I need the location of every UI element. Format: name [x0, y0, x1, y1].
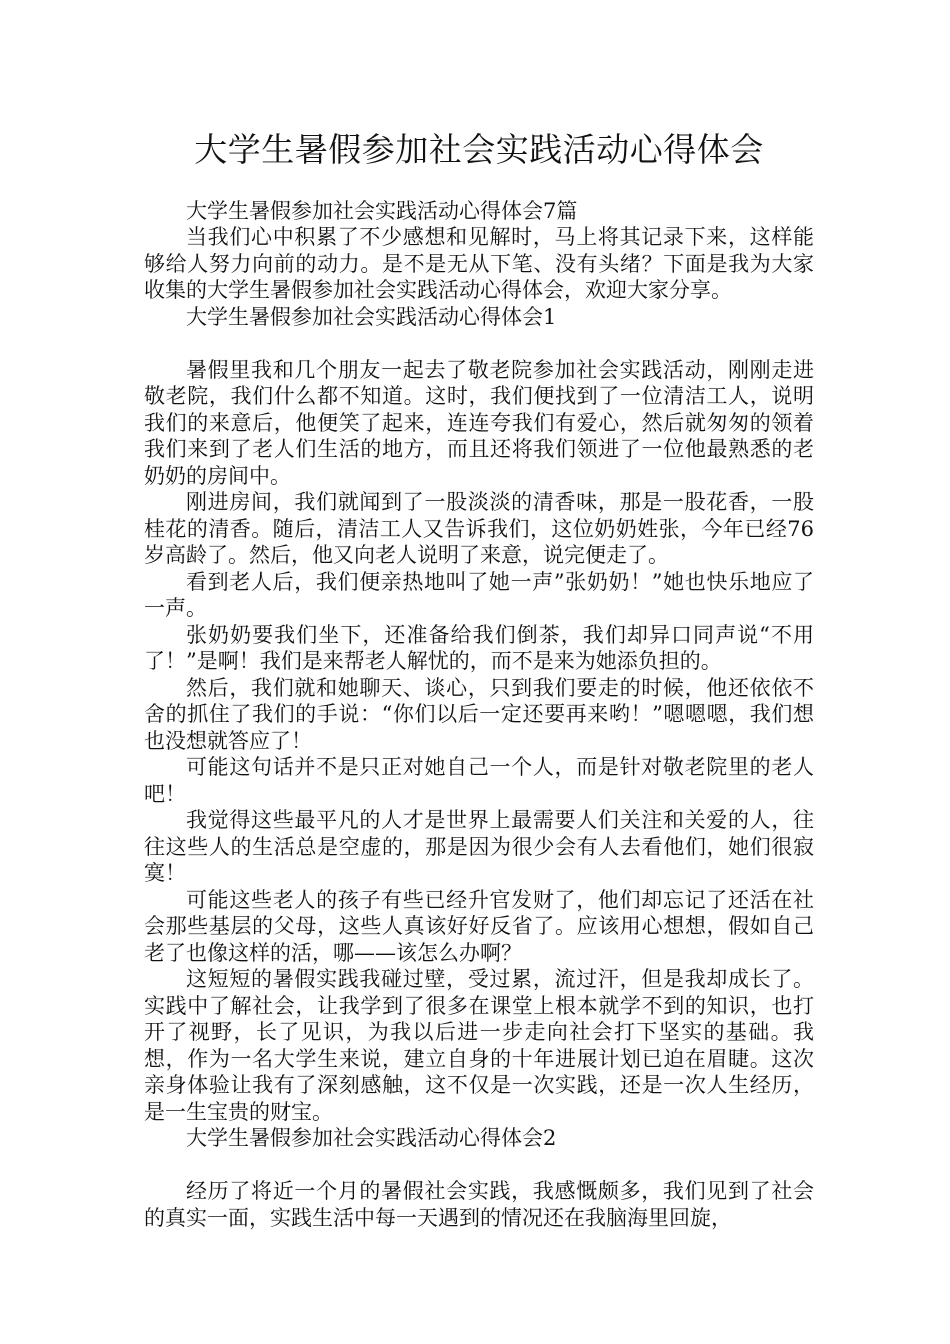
intro-paragraph: 当我们心中积累了不少感想和见解时，马上将其记录下来，这样能够给人努力向前的动力。是不是无从下笔、没有头绪？下面是我为大家收集的大学生暑假参加社会实践活动心得体会，欢迎大家分享。	[144, 225, 814, 303]
section-heading-2: 大学生暑假参加社会实践活动心得体会2	[186, 1126, 557, 1151]
paragraph: 然后，我们就和她聊天、谈心，只到我们要走的时候，他还依依不舍的抓住了我们的手说：“你们以后一定还要再来哟！”嗯嗯嗯，我们想也没想就答应了！	[144, 675, 814, 753]
document-title: 大学生暑假参加社会实践活动心得体会	[194, 130, 764, 169]
subtitle-line: 大学生暑假参加社会实践活动心得体会7篇	[186, 198, 578, 223]
document-page	[144, 120, 814, 1231]
paragraph: 可能这些老人的孩子有些已经升官发财了，他们却忘记了还活在社会那些基层的父母，这些人真该好好反省了。应该用心想想，假如自己老了也像这样的活，哪——该怎么办啊？	[144, 887, 814, 965]
document-body	[144, 198, 814, 1232]
paragraph: 可能这句话并不是只正对她自己一个人，而是针对敬老院里的老人吧！	[144, 755, 814, 806]
blank-line	[144, 330, 814, 357]
paragraph: 张奶奶要我们坐下，还准备给我们倒茶，我们却异口同声说“不用了！”是啊！我们是来帮老人解忧的，而不是来为她添负担的。	[144, 622, 814, 674]
section-heading-1: 大学生暑假参加社会实践活动心得体会1	[186, 304, 557, 329]
paragraph: 这短短的暑假实践我碰过壁，受过累，流过汗，但是我却成长了。实践中了解社会，让我学到了很多在课堂上根本就学不到的知识，也打开了视野，长了见识，为我以后进一步走向社会打下坚实的基础。我想，作为一名大学生来说，建立自身的十年进展计划已迫在眉睫。这次亲身体验让我有了深刻感触，这不仅是一次实践，还是一次人生经历，是一生宝贵的财宝。	[144, 967, 814, 1124]
paragraph: 暑假里我和几个朋友一起去了敬老院参加社会实践活动，刚刚走进敬老院，我们什么都不知道。这时，我们便找到了一位清洁工人，说明我们的来意后，他便笑了起来，连连夸我们有爱心，然后就匆匆的领着我们来到了老人们生活的地方，而且还将我们领进了一位他最熟悉的老奶奶的房间中。	[144, 357, 814, 488]
blank-line	[144, 1152, 814, 1179]
paragraph: 刚进房间，我们就闻到了一股淡淡的清香味，那是一股花香，一股桂花的清香。随后，清洁工人又告诉我们，这位奶奶姓张，今年已经76岁高龄了。然后，他又向老人说明了来意，说完便走了。	[144, 490, 814, 568]
paragraph: 我觉得这些最平凡的人才是世界上最需要人们关注和关爱的人，往往这些人的生活总是空虚的，那是因为很少会有人去看他们，她们很寂寞！	[144, 808, 814, 886]
paragraph: 经历了将近一个月的暑假社会实践，我感慨颇多，我们见到了社会的真实一面，实践生活中每一天遇到的情况还在我脑海里回旋，	[144, 1179, 814, 1230]
paragraph: 看到老人后，我们便亲热地叫了她一声”张奶奶！”她也快乐地应了一声。	[144, 569, 814, 621]
